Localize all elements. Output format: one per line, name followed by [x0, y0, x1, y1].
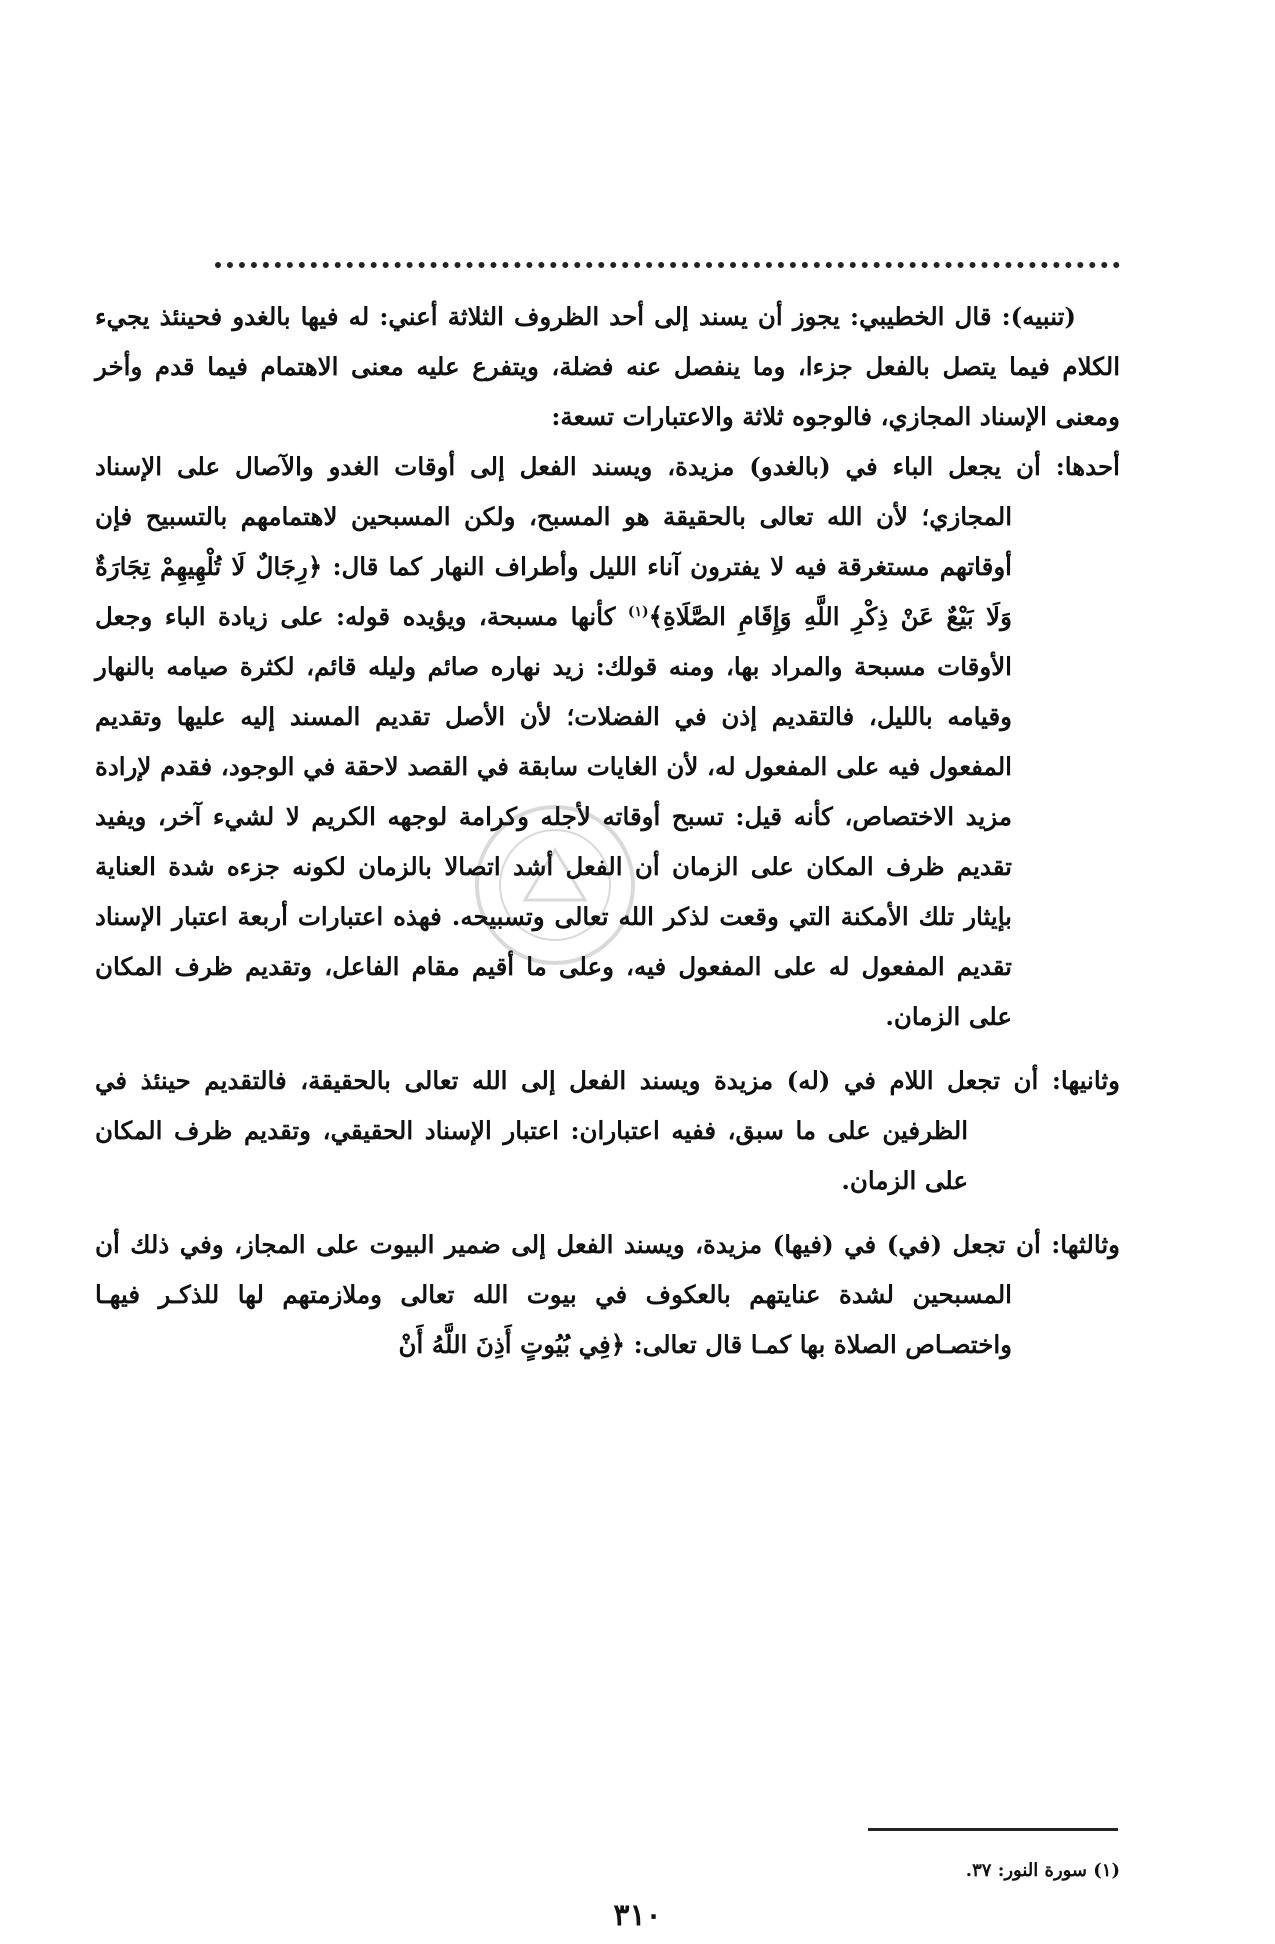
paragraph-second-text: أن تجعل اللام في (له) مزيدة ويسند الفعل إلى الله تعالى بالحقيقة، فالتقديم حينئذ في الظرفين على ما سبق، ففيه اعتباران: اعتبار الإسناد الحقيقي، وتقديم ظرف المكان على الزمان. — [95, 1066, 1052, 1195]
paragraph-tanbih: (تنبيه): قال الخطيبي: يجوز أن يسند إلى أحد الظروف الثلاثة أعني: له فيها بالغدو فحينئذ يجيء الكلام فيما يتصل بالفعل جزءا، وما ينفصل عنه فضلة، ويتفرع عليه معنى الاهتمام فيما قدم وأخر ومعنى الإسناد المجازي، فالوجوه ثلاثة والاعتبارات تسعة: — [95, 302, 1120, 431]
paragraph-first-text-b: كأنها مسبحة، ويؤيده قوله: على زيادة الباء وجعل الأوقات مسبحة والمراد بها، ومنه قولك: زيد نهاره صائم وليله قائم، لكثرة صيامه بالنهار وقيامه بالليل، فالتقديم إذن في الفضلات؛ لأن الأصل تقديم المسند إليه عليها وتقديم المفعول فيه على المفعول له، لأن الغايات سابقة في القصد لاحقة في الوجود، فقدم لإرادة مزيد الاختصاص، كأنه قيل: تسبح أوقاته لأجله وكرامة لوجهه الكريم لا لشيء آخر، ويفيد تقديم ظرف المكان على الزمان أن الفعل أشد اتصالا بالزمان لكونه جزءه شدة العناية بإيثار تلك الأمكنة التي وقعت لذكر الله تعالى وتسبيحه. فهذه اعتبارات أربعة اعتبار الإسناد تقديم المفعول له على المفعول فيه، وعلى ما أقيم مقام الفاعل، وتقديم ظرف المكان على الزمان. — [95, 602, 1012, 1031]
paragraph-lead-second: وثانيها: — [1051, 1066, 1120, 1095]
paragraph-lead-third: وثالثها: — [1051, 1230, 1120, 1259]
library-stamp-watermark — [470, 800, 640, 970]
page-number: ٣١٠ — [613, 1898, 662, 1933]
paragraph-second-aspect — [95, 1056, 1120, 1206]
quran-verse-2: ﴿فِي بُيُوتٍ أَذِنَ اللَّهُ أَنْ — [398, 1330, 626, 1359]
quran-verse-1: ﴿رِجَالٌ لَا تُلْهِيهِمْ تِجَارَةٌ وَلَا بَيْعٌ عَنْ ذِكْرِ اللَّهِ وَإِقَامِ الصَّلَاةِ﴾ — [95, 552, 1012, 631]
paragraph-third-text: أن تجعل (في) في (فيها) مزيدة، ويسند الفعل إلى ضمير البيوت على المجاز، وفي ذلك أن المسبحين لشدة عنايتهم بالعكوف في بيوت الله تعالى وملازمتهم لها للذكـر فيهـا واختصـاص الصلاة بها كمـا قال تعالى: — [95, 1230, 1052, 1359]
paragraph-third-aspect — [95, 1220, 1120, 1370]
paragraph-lead-first: أحدها: — [1055, 452, 1120, 481]
paragraph-first-text-a: أن يجعل الباء في (بالغدو) مزيدة، ويسند الفعل إلى أوقات الغدو والآصال على الإسناد المجازي؛ لأن الله تعالى بالحقيقة هو المسبح، ولكن المسبحين لاهتمامهم بالتسبيح فإن أوقاتهم مستغرقة فيه لا يفترون آناء الليل وأطراف النهار كما قال: — [95, 452, 1056, 581]
footnote-separator — [868, 1828, 1118, 1831]
footnote: (١) سورة النور: ٣٧. — [965, 1860, 1120, 1881]
footnote-marker-1: (١) — [627, 603, 649, 620]
header-dotted-rule — [215, 262, 1120, 268]
